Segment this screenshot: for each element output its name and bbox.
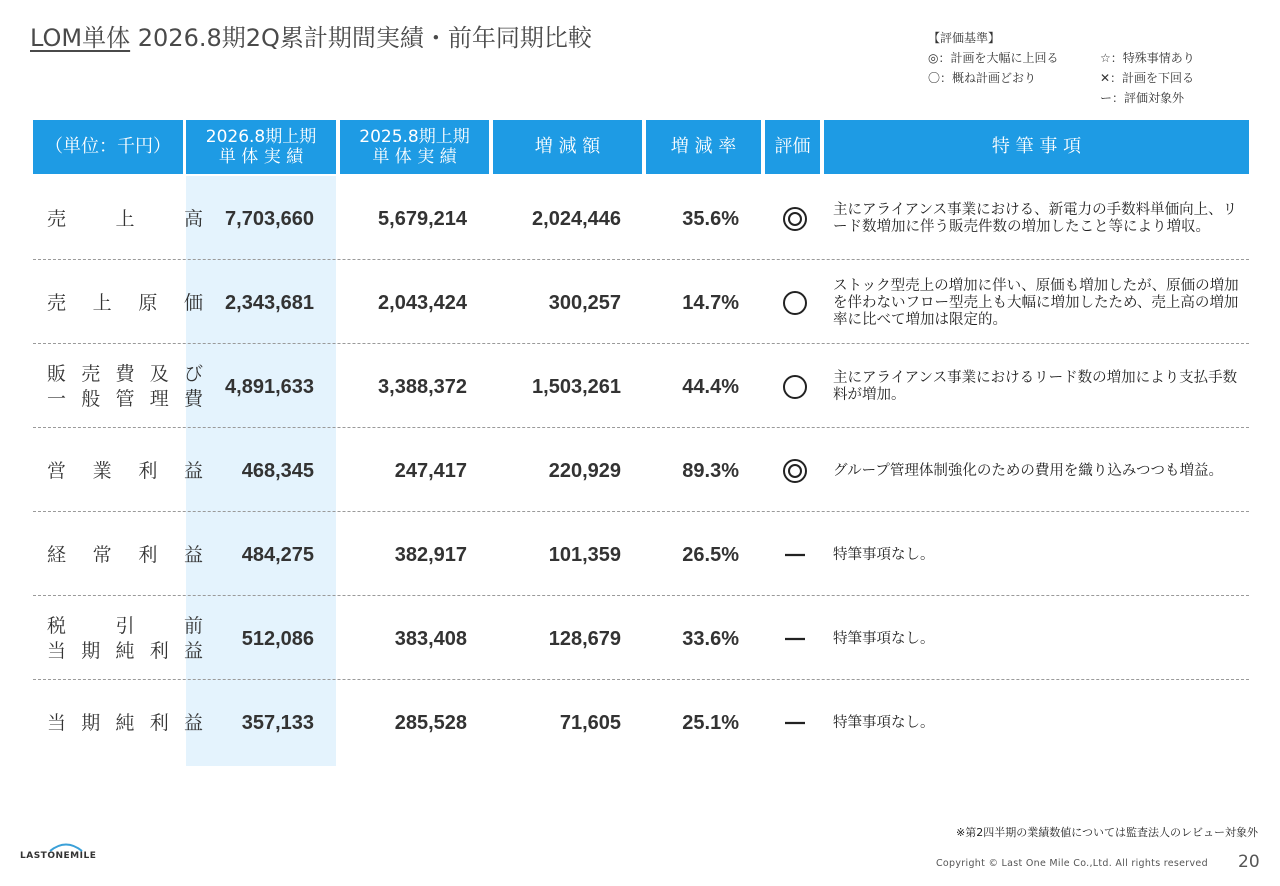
current-value: 484,275	[241, 543, 314, 566]
row-label-line: 売上原価	[47, 291, 203, 314]
legend-row	[928, 68, 1195, 88]
header-previous-line2: 単 体 実 績	[372, 147, 457, 167]
difference-value: 71,605	[559, 711, 621, 734]
double-circle-icon	[765, 178, 825, 260]
rate-value: 26.5%	[682, 543, 739, 566]
legend-row	[928, 88, 1195, 108]
difference-value: 1,503,261	[532, 375, 621, 398]
row-note-text: ストック型売上の増加に伴い、原価も増加したが、原価の増加を伴わないフロー型売上も大幅に増加したため、売上高の増加率に比べて増加は限定的。	[833, 277, 1239, 328]
row-note	[833, 178, 1243, 260]
row-label	[47, 178, 203, 260]
header-current-line1: 2026.8期上期	[205, 127, 317, 147]
double-circle-icon	[765, 430, 825, 512]
row-label-line: 経常利益	[47, 543, 203, 566]
copyright: Copyright © Last One Mile Co.,Ltd. All rights reserved	[936, 858, 1208, 869]
current-value: 357,133	[241, 711, 314, 734]
row-label-line: 売 上 高	[47, 207, 203, 230]
row-label	[47, 598, 203, 680]
legend-item: 〇：概ね計画どおり	[928, 71, 1037, 85]
row-note-text: 特筆事項なし。	[833, 714, 935, 731]
row-note	[833, 262, 1243, 344]
row-divider	[33, 259, 1249, 260]
previous-value: 2,043,424	[378, 291, 467, 314]
rate-value: 89.3%	[682, 459, 739, 482]
rate-value: 25.1%	[682, 711, 739, 734]
row-note-text: 主にアライアンス事業における、新電力の手数料単価向上、リード数増加に伴う販売件数の増加したこと等により増収。	[833, 202, 1238, 235]
company-logo	[20, 840, 110, 868]
table-row	[33, 262, 1249, 344]
row-note	[833, 346, 1243, 428]
header-previous-period	[340, 120, 489, 174]
row-label	[47, 346, 203, 428]
row-label	[47, 514, 203, 596]
row-label-line: 税 引 前	[47, 615, 203, 637]
rate-value: 33.6%	[682, 627, 739, 650]
row-label	[47, 262, 203, 344]
logo-text: LASTONEMILE	[20, 851, 97, 861]
table-row	[33, 682, 1249, 764]
previous-value: 285,528	[394, 711, 467, 734]
row-divider	[33, 679, 1249, 680]
circle-icon	[765, 346, 825, 428]
legend-item: ー：評価対象外	[1100, 91, 1185, 105]
rate-value: 14.7%	[682, 291, 739, 314]
row-label	[47, 682, 203, 764]
header-unit: （単位：千円）	[33, 120, 183, 174]
difference-value: 300,257	[548, 291, 621, 314]
dash-icon	[765, 682, 825, 764]
header-rate: 増 減 率	[646, 120, 761, 174]
row-note-text: 特筆事項なし。	[833, 630, 935, 647]
row-label-line: 一般管理費	[47, 388, 203, 410]
row-divider	[33, 343, 1249, 344]
previous-value: 5,679,214	[378, 207, 467, 230]
page-number: 20	[1238, 852, 1260, 872]
row-note	[833, 514, 1243, 596]
header-difference: 増 減 額	[493, 120, 642, 174]
footnote: ※第2四半期の業績数値については監査法人のレビュー対象外	[956, 826, 1258, 839]
legend-row	[928, 48, 1195, 68]
row-note-text: グループ管理体制強化のための費用を織り込みつつも増益。	[833, 462, 1224, 479]
current-value: 7,703,660	[225, 207, 314, 230]
legend-header: 【評価基準】	[928, 31, 1001, 45]
circle-icon	[765, 262, 825, 344]
row-divider	[33, 427, 1249, 428]
header-current-period	[186, 120, 336, 174]
legend-item: ✕：計画を下回る	[1100, 71, 1195, 85]
previous-value: 247,417	[394, 459, 467, 482]
rate-value: 35.6%	[682, 207, 739, 230]
title-rest: 2026.8期2Q累計期間実績・前年同期比較	[130, 24, 592, 52]
header-notes: 特 筆 事 項	[824, 120, 1249, 174]
rate-value: 44.4%	[682, 375, 739, 398]
header-evaluation: 評価	[765, 120, 820, 174]
row-note-text: 主にアライアンス事業におけるリード数の増加により支払手数料が増加。	[833, 370, 1238, 403]
evaluation-legend	[928, 28, 1195, 108]
legend-item	[928, 88, 1100, 108]
table-row	[33, 598, 1249, 680]
current-value: 2,343,681	[225, 291, 314, 314]
table-row	[33, 346, 1249, 428]
row-note	[833, 598, 1243, 680]
title-prefix: LOM単体	[30, 24, 131, 52]
row-label-line: 販売費及び	[47, 363, 203, 385]
row-note	[833, 430, 1243, 512]
difference-value: 128,679	[548, 627, 621, 650]
row-note	[833, 682, 1243, 764]
current-value: 468,345	[241, 459, 314, 482]
dash-icon	[765, 598, 825, 680]
row-note-text: 特筆事項なし。	[833, 546, 935, 563]
row-divider	[33, 511, 1249, 512]
legend-item: ◎：計画を大幅に上回る	[928, 51, 1059, 65]
legend-item: ☆：特殊事情あり	[1100, 51, 1195, 65]
header-previous-line1: 2025.8期上期	[359, 127, 470, 147]
previous-value: 382,917	[394, 543, 467, 566]
table-row	[33, 430, 1249, 512]
row-divider	[33, 595, 1249, 596]
table-row	[33, 178, 1249, 260]
previous-value: 383,408	[394, 627, 467, 650]
row-label-line: 営業利益	[47, 459, 203, 482]
previous-value: 3,388,372	[378, 375, 467, 398]
current-value: 4,891,633	[225, 375, 314, 398]
dash-icon	[765, 514, 825, 596]
page-title	[30, 18, 592, 53]
difference-value: 101,359	[548, 543, 621, 566]
header-current-line2: 単 体 実 績	[218, 147, 304, 167]
table-row	[33, 514, 1249, 596]
difference-value: 220,929	[548, 459, 621, 482]
difference-value: 2,024,446	[532, 207, 621, 230]
row-label-line: 当期純利益	[47, 711, 203, 734]
current-value: 512,086	[241, 627, 314, 650]
row-label-line: 当期純利益	[47, 640, 203, 662]
row-label	[47, 430, 203, 512]
